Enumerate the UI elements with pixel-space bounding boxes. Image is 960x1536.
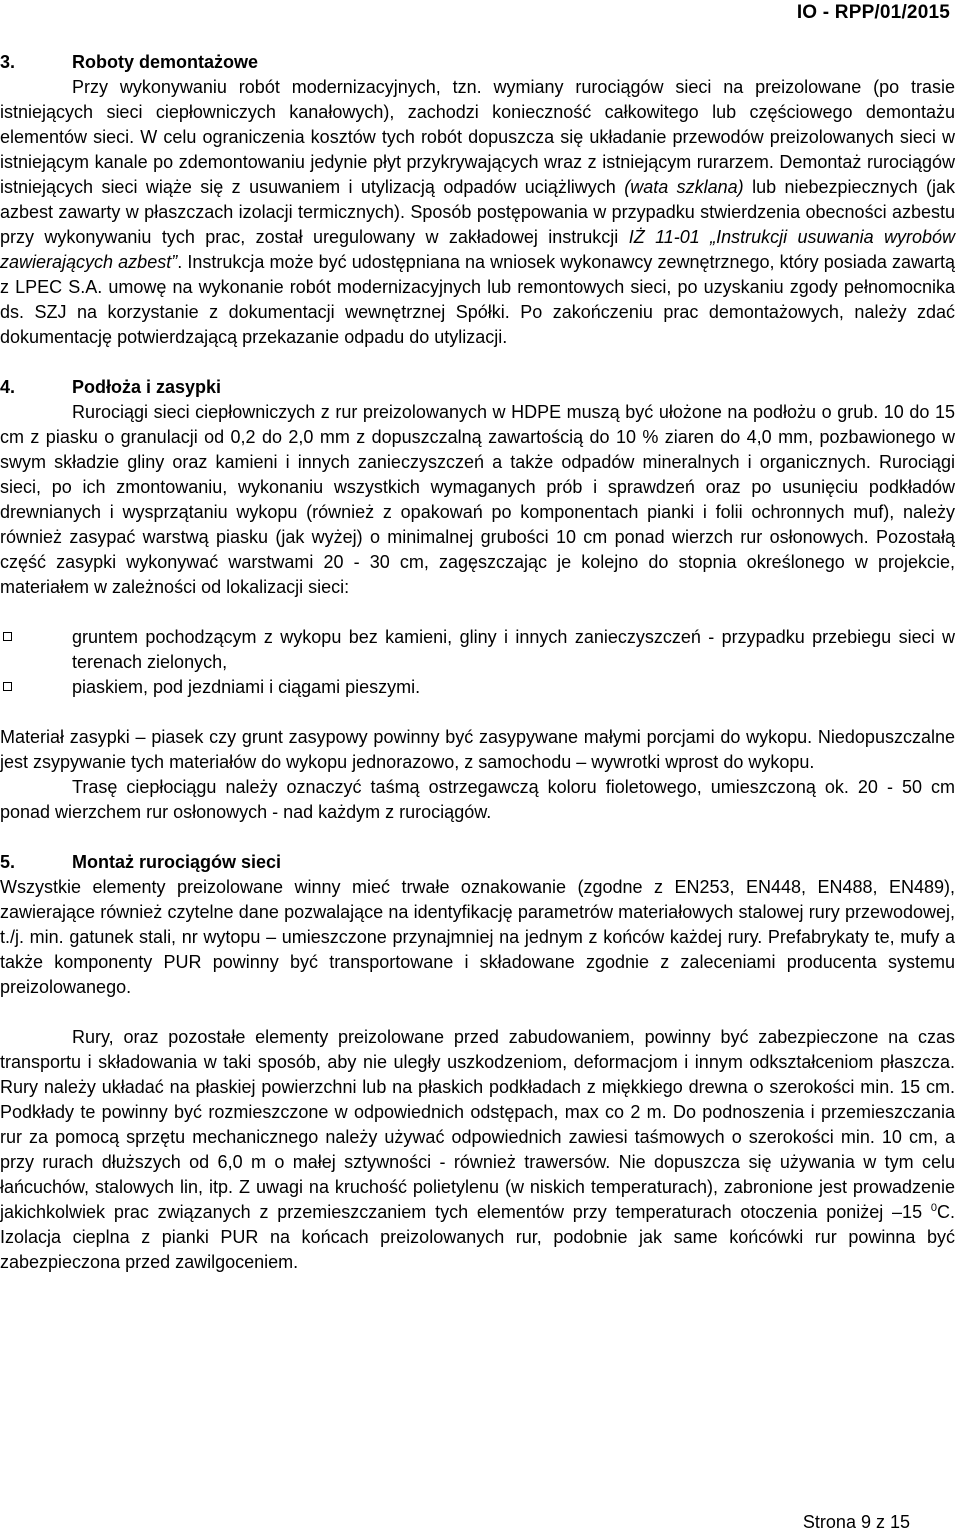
checkbox-bullet-icon	[3, 682, 12, 691]
section-number: 5.	[0, 852, 16, 872]
list-item-text: gruntem pochodzącym z wykopu bez kamieni, gliny i innych zanieczyszczeń - przypadku przebiegu sieci w terenach zielonych,	[72, 627, 955, 672]
checkbox-bullet-icon	[3, 632, 12, 641]
list-item	[0, 675, 955, 700]
text-run: C. Izolacja cieplna z pianki PUR na końcach preizolowanych rur, podobnie jak same końcówki rur powinna być zabezpieczona przed zawilgoceniem.	[0, 1202, 955, 1272]
bullet-list	[0, 625, 955, 700]
text-run: lub niebezpiecznych (jak azbest zawarty w płaszczach izolacji termicznych). Sposób postępowania w przypadku stwierdzenia obecności azbestu przy wykonywaniu tych prac, został uregulowany w zakładowej instrukcji	[0, 177, 955, 247]
text-run: Rury, oraz pozostałe elementy preizolowane przed zabudowaniem, powinny być zabezpieczone na czas transportu i składowania w taki sposób, aby nie uległy uszkodzeniom, deformacjom i innym odkształceniom płaszcza. Rury należy układać na płaskiej powierzchni lub na płaskich podkładach z miękkiego drewna o szerokości min. 15 cm. Podkłady te powinny być rozmieszczone w odpowiednich odstępach, max co 2 m. Do podnoszenia i przemieszczania rur za pomocą sprzętu mechanicznego należy używać odpowiednich zawiesi taśmowych o szerokości min. 10 cm, a przy rurach dłuższych od 6,0 m o małej sztywności - również trawersów. Nie dopuszcza się używania w tym celu łańcuchów, stalowych lin, itp. Z uwagi na kruchość polietylenu (w niskich temperaturach), zabronione jest prowadzenie jakichkolwiek prac związanych z przemieszczaniem tych elementów przy temperaturach otoczenia poniżej –15	[0, 1027, 955, 1222]
text-run: Przy wykonywaniu robót modernizacyjnych, tzn. wymiany rurociągów sieci na preizolowane (po trasie istniejących sieci ciepłowniczych kanałowych), zachodzi konieczność całkowitego lub częściowego demontażu elementów sieci. W celu ograniczenia kosztów tych robót dopuszcza się układanie przewodów preizolowanych sieci w istniejącym kanale po zdemontowaniu jedynie płyt przykrywających wraz z istniejącym rurarzem. Demontaż rurociągów istniejących sieci wiąże się z usuwaniem i utylizacją odpadów uciążliwych	[0, 77, 955, 197]
list-item	[0, 625, 955, 675]
text-run: . Instrukcja może być udostępniana na wniosek wykonawcy zewnętrznego, który posiada zawartą z LPEC S.A. umowę na wykonanie robót modernizacyjnych lub remontowych sieci, po uzyskaniu zgody pełnomocnika ds. SZJ na korzystanie z dokumentacji wewnętrznej Spółki. Po zakończeniu prac demontażowych, należy zdać dokumentację potwierdzającą przekazanie odpadu do utylizacji.	[0, 252, 955, 347]
italic-text-run: (wata szklana)	[624, 177, 744, 197]
page-number: Strona 9 z 15	[802, 1512, 910, 1532]
list-item-text: piaskiem, pod jezdniami i ciągami pieszymi.	[72, 677, 421, 697]
paragraph-spacer	[0, 1000, 955, 1025]
section-heading	[0, 850, 955, 875]
document-id: IO - RPP/01/2015	[796, 2, 950, 23]
section-podloza-i-zasypki	[0, 375, 955, 825]
section-number: 4.	[0, 377, 16, 397]
paragraph	[0, 1025, 955, 1275]
section-heading	[0, 375, 955, 400]
section-title: Podłoża i zasypki	[72, 377, 222, 397]
paragraph: Trasę ciepłociągu należy oznaczyć taśmą ostrzegawczą koloru fioletowego, umieszczoną ok. 20 - 50 cm ponad wierzchem rur osłonowych - nad każdym z rurociągów.	[0, 777, 955, 822]
paragraph	[0, 75, 955, 350]
section-heading	[0, 50, 955, 75]
paragraph: Rurociągi sieci ciepłowniczych z rur preizolowanych w HDPE muszą być ułożone na podłożu o grub. 10 do 15 cm z piasku o granulacji od 0,2 do 2,0 mm z dopuszczalną zawartością do 10 % ziaren do 4,0 mm, pozbawionego w swym składzie gliny oraz kamieni i innych zanieczyszczeń a także odpadów mineralnych i organicznych. Rurociągi sieci, po ich zmontowaniu, wykonaniu wszystkich wymaganych prób i sprawdzeń oraz po usunięciu podkładów drewnianych i wysprzątaniu wykopu (również z opakowań po komponentach pianki i folii ochronnych muf), należy również zasypać warstwą piasku (jak wyżej) o minimalnej grubości 10 cm ponad wierzch rur osłonowych. Pozostałą część zasypki wykonywać warstwami 20 - 30 cm, zagęszczając je kolejno do stopnia określonego w projekcie, materiałem w zależności od lokalizacji sieci:	[0, 402, 955, 597]
section-roboty-demontazowe	[0, 50, 955, 350]
degree-superscript: 0	[930, 1202, 937, 1214]
section-title: Montaż rurociągów sieci	[72, 852, 282, 872]
section-montaz-rurociagow	[0, 850, 955, 1275]
section-title: Roboty demontażowe	[72, 52, 259, 72]
section-number: 3.	[0, 52, 16, 72]
italic-text-run: IŻ 11-01 „Instrukcji usuwania wyrobów zawierających azbest”	[0, 227, 955, 272]
document-body	[0, 50, 955, 1275]
paragraph: Materiał zasypki – piasek czy grunt zasypowy powinny być zasypywane małymi porcjami do wykopu. Niedopuszczalne jest zsypywanie tych materiałów do wykopu jednorazowo, z samochodu – wywrotki wprost do wykopu.	[0, 727, 955, 772]
paragraph: Wszystkie elementy preizolowane winny mieć trwałe oznakowanie (zgodne z EN253, EN448, EN488, EN489), zawierające również czytelne dane pozwalające na identyfikację parametrów materiałowych stalowej rury przewodowej, t./j. min. gatunek stali, nr wytopu – umieszczone przynajmniej na jednym z końców każdej rury. Prefabrykaty te, mufy a także komponenty PUR powinny być transportowane i składowane zgodnie z zaleceniami producenta systemu preizolowanego.	[0, 877, 955, 997]
